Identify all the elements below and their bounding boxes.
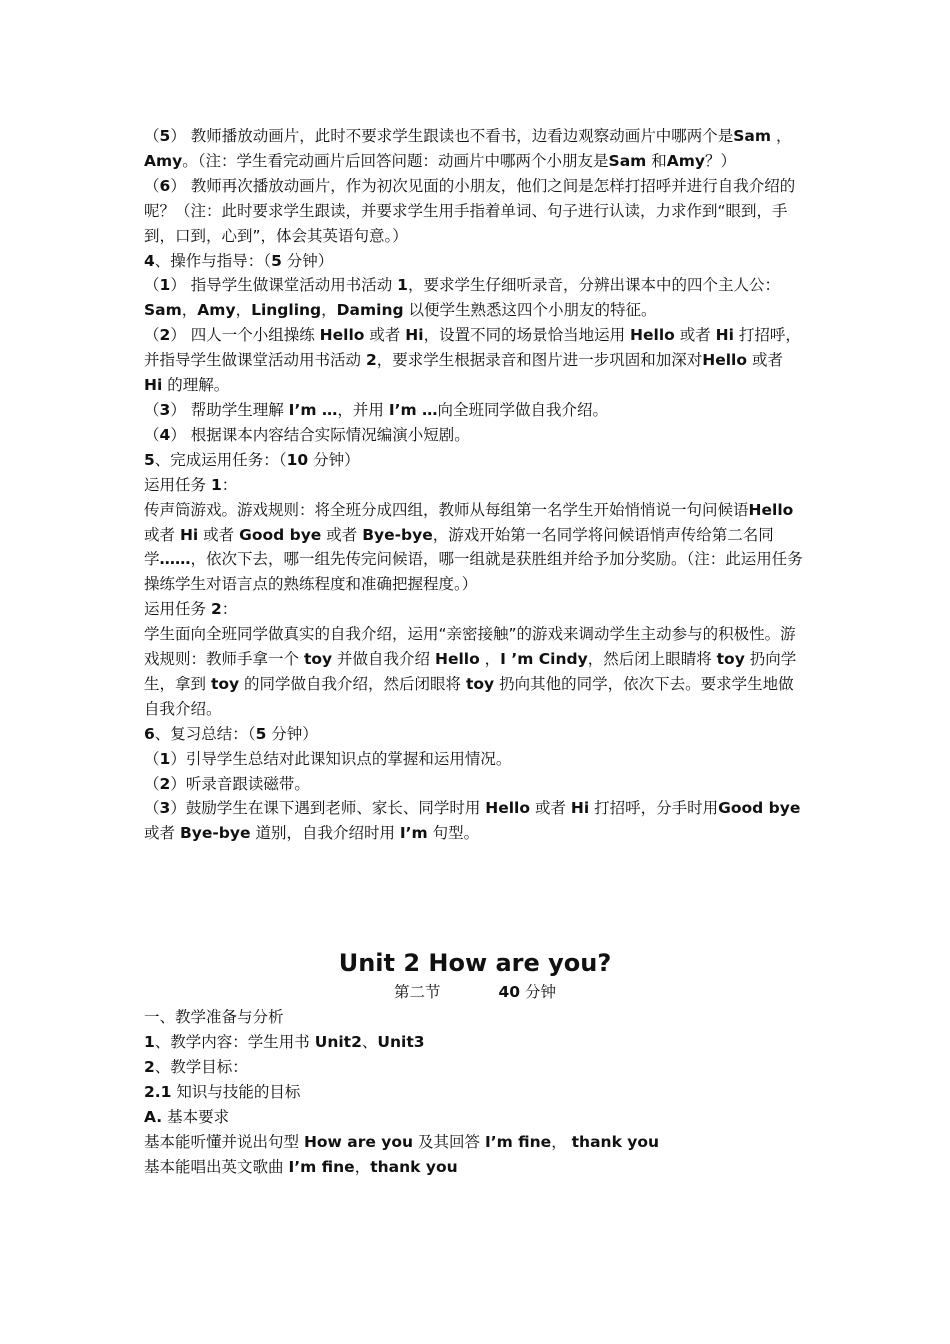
section-label: 第二节 [393, 983, 441, 1002]
section-line [144, 980, 806, 1005]
basic-requirements: A. 基本要求 [144, 1107, 230, 1126]
task-2-label: 运用任务 2： [144, 600, 238, 619]
task-1-label: 运用任务 1： [144, 475, 238, 494]
paragraph-guidance-4: （4） 根据课本内容结合实际情况编演小短剧。 [144, 425, 470, 444]
paragraph-review-3: （3）鼓励学生在课下遇到老师、家长、同学时用 Hello 或者 Hi 打招呼，分手时用Good bye 或者 Bye-bye 道别，自我介绍时用 I’m 句型。 [144, 799, 801, 843]
paragraph-review-1: （1）引导学生总结对此课知识点的掌握和运用情况。 [144, 749, 512, 768]
heading-review-summary: 6、复习总结：（5 分钟） [144, 724, 318, 743]
heading-operation-guidance: 4、操作与指导：（5 分钟） [144, 251, 334, 270]
section-duration: 40 分钟 [498, 983, 557, 1002]
paragraph-step-5: （5） 教师播放动画片，此时不要求学生跟读也不看书，边看边观察动画片中哪两个是Sam ，Amy。（注：学生看完动画片后回答问题：动画片中哪两个小朋友是Sam 和Amy？） [144, 127, 792, 170]
paragraph-guidance-3: （3） 帮助学生理解 I’m …，并用 I’m …向全班同学做自我介绍。 [144, 400, 609, 419]
teaching-goals: 2、教学目标： [144, 1058, 248, 1076]
heading-teaching-prep: 一、教学准备与分析 [144, 1008, 284, 1027]
task-1-description: 传声筒游戏。游戏规则：将全班分成四组，教师从每组第一名学生开始悄悄说一句问候语Hello 或者 Hi 或者 Good bye 或者 Bye-bye，游戏开始第一名同学将问候语悄声传给第二名同学……，依次下去，哪一组先传完问候语，哪一组就是获胜组并给予加分奖励。（注：此运用任务操练学生对语言点的熟练程度和准确把握程度。） [144, 500, 803, 594]
document-body [144, 124, 806, 1180]
page-gap [144, 846, 806, 946]
knowledge-skill-goals: 2.1 知识与技能的目标 [144, 1082, 301, 1101]
unit-title: Unit 2 How are you? [338, 949, 612, 978]
paragraph-step-6: （6） 教师再次播放动画片，作为初次见面的小朋友，他们之间是怎样打招呼并进行自我介绍的呢？（注：此时要求学生跟读，并要求学生用手指着单词、句子进行认读，力求作到“眼到，手到，口到，心到”，体会其英语句意。） [144, 176, 796, 245]
teaching-content: 1、教学内容：学生用书 Unit2、Unit3 [144, 1033, 425, 1052]
requirement-1: 基本能听懂并说出句型 How are you 及其回答 I’m fine， thank you [144, 1132, 660, 1151]
paragraph-guidance-2: （2） 四人一个小组操练 Hello 或者 Hi，设置不同的场景恰当地运用 Hello 或者 Hi 打招呼，并指导学生做课堂活动用书活动 2，要求学生根据录音和图片进一步巩固和加深对Hello 或者 Hi 的理解。 [144, 326, 801, 395]
heading-complete-tasks: 5、完成运用任务：（10 分钟） [144, 450, 360, 469]
requirement-2: 基本能唱出英文歌曲 I’m fine，thank you [144, 1157, 458, 1176]
paragraph-guidance-1: （1） 指导学生做课堂活动用书活动 1，要求学生仔细听录音，分辨出课本中的四个主人公：Sam，Amy，Lingling，Daming 以便学生熟悉这四个小朋友的特征。 [144, 276, 780, 320]
task-2-description: 学生面向全班同学做真实的自我介绍，运用“亲密接触”的游戏来调动学生主动参与的积极性。游戏规则：教师手拿一个 toy 并做自我介绍 Hello ，I ’m Cindy，然后闭上眼睛将 toy 扔向学生，拿到 toy 的同学做自我介绍，然后闭眼将 toy 扔向其他的同学，依次下去。要求学生地做自我介绍。 [144, 625, 797, 718]
paragraph-review-2: （2）听录音跟读磁带。 [144, 774, 310, 793]
